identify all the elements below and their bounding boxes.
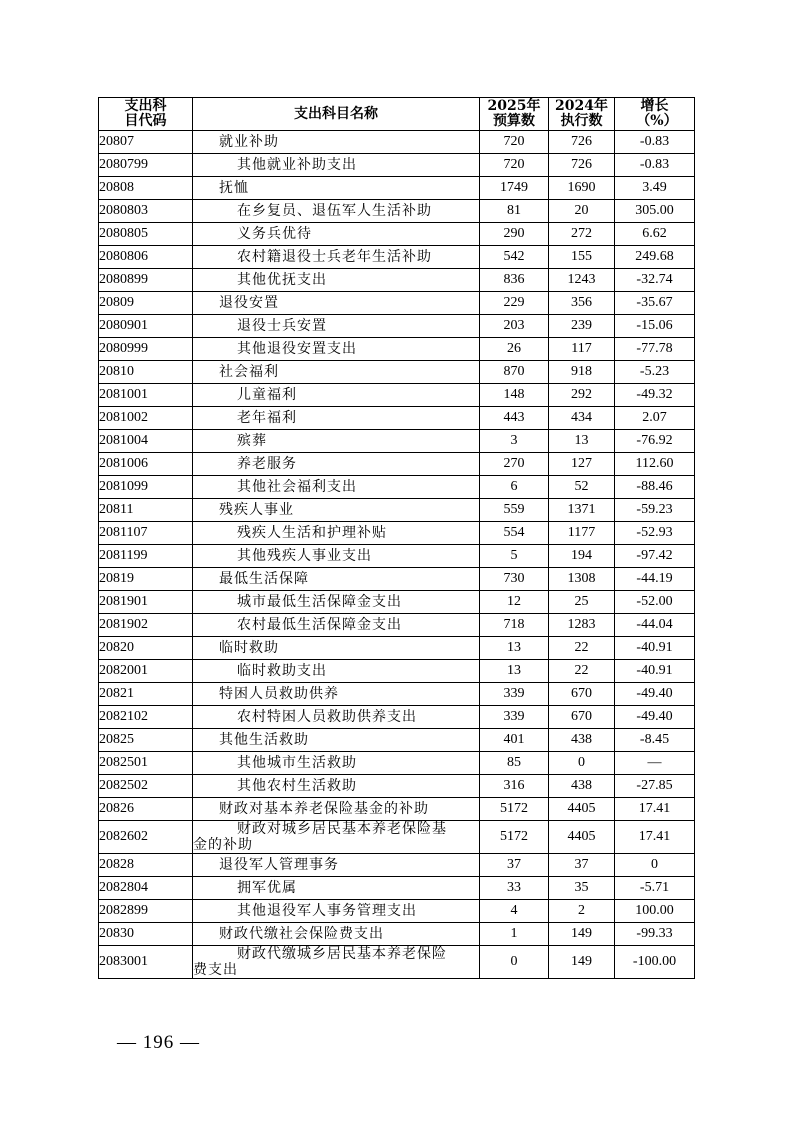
cell-code: 2081107 — [99, 522, 193, 545]
table-row — [99, 729, 695, 752]
cell-code: 20820 — [99, 637, 193, 660]
table-row — [99, 821, 695, 854]
cell-code: 2081902 — [99, 614, 193, 637]
cell-name-line1: 财政代缴城乡居民基本养老保险 — [237, 946, 447, 962]
cell-name: 城市最低生活保障金支出 — [193, 591, 480, 614]
cell-budget-2025: 13 — [480, 660, 549, 683]
cell-growth: 100.00 — [615, 900, 695, 923]
cell-budget-2025: 870 — [480, 361, 549, 384]
cell-actual-2024: 194 — [549, 545, 615, 568]
cell-code: 20808 — [99, 177, 193, 200]
cell-growth: 112.60 — [615, 453, 695, 476]
cell-name: 其他就业补助支出 — [193, 154, 480, 177]
table-row — [99, 798, 695, 821]
cell-budget-2025: 401 — [480, 729, 549, 752]
cell-code: 2080806 — [99, 246, 193, 269]
cell-code: 20825 — [99, 729, 193, 752]
cell-budget-2025: 718 — [480, 614, 549, 637]
cell-budget-2025: 5172 — [480, 798, 549, 821]
cell-growth: -15.06 — [615, 315, 695, 338]
cell-budget-2025: 5172 — [480, 821, 549, 854]
cell-name: 退役安置 — [193, 292, 480, 315]
cell-name: 其他残疾人事业支出 — [193, 545, 480, 568]
footer-dash-left: — — [117, 1032, 137, 1053]
table-row — [99, 522, 695, 545]
cell-name: 其他生活救助 — [193, 729, 480, 752]
cell-name: 其他退役军人事务管理支出 — [193, 900, 480, 923]
cell-budget-2025: 37 — [480, 854, 549, 877]
table-row — [99, 660, 695, 683]
page-footer — [117, 1032, 200, 1054]
cell-growth: -52.93 — [615, 522, 695, 545]
cell-name: 农村最低生活保障金支出 — [193, 614, 480, 637]
cell-code: 2081099 — [99, 476, 193, 499]
cell-budget-2025: 85 — [480, 752, 549, 775]
cell-actual-2024: 127 — [549, 453, 615, 476]
cell-name: 残疾人事业 — [193, 499, 480, 522]
cell-actual-2024: 1308 — [549, 568, 615, 591]
cell-code: 2080999 — [99, 338, 193, 361]
cell-growth: 6.62 — [615, 223, 695, 246]
cell-name-line1: 财政对城乡居民基本养老保险基 — [237, 821, 447, 837]
cell-code: 2082602 — [99, 821, 193, 854]
table-row — [99, 246, 695, 269]
header-name: 支出科目名称 — [193, 98, 480, 131]
cell-budget-2025: 81 — [480, 200, 549, 223]
cell-growth: 249.68 — [615, 246, 695, 269]
cell-code: 20828 — [99, 854, 193, 877]
cell-code: 2082899 — [99, 900, 193, 923]
cell-budget-2025: 339 — [480, 683, 549, 706]
cell-name-line2: 费支出 — [193, 962, 238, 978]
cell-growth: 17.41 — [615, 821, 695, 854]
cell-budget-2025: 270 — [480, 453, 549, 476]
table-row — [99, 900, 695, 923]
cell-actual-2024: 37 — [549, 854, 615, 877]
cell-code: 2081002 — [99, 407, 193, 430]
cell-actual-2024: 4405 — [549, 798, 615, 821]
cell-budget-2025: 836 — [480, 269, 549, 292]
table-row — [99, 430, 695, 453]
budget-table — [98, 97, 695, 979]
cell-budget-2025: 3 — [480, 430, 549, 453]
page-number: 196 — [142, 1032, 175, 1053]
cell-name: 儿童福利 — [193, 384, 480, 407]
cell-actual-2024: 1283 — [549, 614, 615, 637]
table-row — [99, 269, 695, 292]
cell-actual-2024: 155 — [549, 246, 615, 269]
cell-actual-2024: 22 — [549, 660, 615, 683]
cell-budget-2025: 316 — [480, 775, 549, 798]
cell-name: 临时救助 — [193, 637, 480, 660]
cell-name-line2: 金的补助 — [193, 837, 253, 853]
cell-name: 义务兵优待 — [193, 223, 480, 246]
cell-budget-2025: 290 — [480, 223, 549, 246]
cell-growth: -49.40 — [615, 683, 695, 706]
table-row — [99, 338, 695, 361]
cell-actual-2024: 438 — [549, 775, 615, 798]
cell-budget-2025: 554 — [480, 522, 549, 545]
cell-name — [193, 946, 480, 979]
cell-name: 退役士兵安置 — [193, 315, 480, 338]
cell-code: 20809 — [99, 292, 193, 315]
cell-code: 2081004 — [99, 430, 193, 453]
table-row — [99, 476, 695, 499]
cell-growth: -40.91 — [615, 637, 695, 660]
cell-growth: -5.71 — [615, 877, 695, 900]
cell-actual-2024: 1371 — [549, 499, 615, 522]
cell-growth: -49.32 — [615, 384, 695, 407]
table-header-row — [99, 98, 695, 131]
table-row — [99, 292, 695, 315]
cell-growth: -0.83 — [615, 154, 695, 177]
cell-actual-2024: 292 — [549, 384, 615, 407]
cell-name: 就业补助 — [193, 131, 480, 154]
cell-actual-2024: 670 — [549, 683, 615, 706]
cell-growth: — — [615, 752, 695, 775]
cell-budget-2025: 13 — [480, 637, 549, 660]
cell-name: 农村籍退役士兵老年生活补助 — [193, 246, 480, 269]
cell-budget-2025: 33 — [480, 877, 549, 900]
cell-actual-2024: 2 — [549, 900, 615, 923]
cell-code: 2081901 — [99, 591, 193, 614]
cell-name: 其他社会福利支出 — [193, 476, 480, 499]
cell-name: 其他退役安置支出 — [193, 338, 480, 361]
table-row — [99, 923, 695, 946]
cell-name: 殡葬 — [193, 430, 480, 453]
header-actual-2024: 2024年执行数 — [549, 98, 615, 131]
cell-name: 农村特困人员救助供养支出 — [193, 706, 480, 729]
cell-growth: -44.04 — [615, 614, 695, 637]
table-row — [99, 683, 695, 706]
cell-name: 财政对基本养老保险基金的补助 — [193, 798, 480, 821]
table-row — [99, 154, 695, 177]
table-row — [99, 223, 695, 246]
cell-budget-2025: 26 — [480, 338, 549, 361]
cell-name: 其他优抚支出 — [193, 269, 480, 292]
cell-growth: -27.85 — [615, 775, 695, 798]
cell-actual-2024: 35 — [549, 877, 615, 900]
cell-budget-2025: 730 — [480, 568, 549, 591]
cell-actual-2024: 272 — [549, 223, 615, 246]
cell-actual-2024: 356 — [549, 292, 615, 315]
cell-growth: -0.83 — [615, 131, 695, 154]
header-budget-2025: 2025年预算数 — [480, 98, 549, 131]
table-row — [99, 591, 695, 614]
cell-budget-2025: 720 — [480, 131, 549, 154]
cell-budget-2025: 6 — [480, 476, 549, 499]
cell-code: 20807 — [99, 131, 193, 154]
table-row — [99, 453, 695, 476]
cell-growth: 0 — [615, 854, 695, 877]
cell-actual-2024: 918 — [549, 361, 615, 384]
cell-growth: -77.78 — [615, 338, 695, 361]
cell-name: 老年福利 — [193, 407, 480, 430]
cell-actual-2024: 1690 — [549, 177, 615, 200]
cell-growth: -49.40 — [615, 706, 695, 729]
cell-budget-2025: 203 — [480, 315, 549, 338]
cell-actual-2024: 438 — [549, 729, 615, 752]
table-row — [99, 131, 695, 154]
header-code: 支出科目代码 — [99, 98, 193, 131]
cell-code: 2082102 — [99, 706, 193, 729]
cell-actual-2024: 25 — [549, 591, 615, 614]
cell-actual-2024: 149 — [549, 923, 615, 946]
cell-name: 残疾人生活和护理补贴 — [193, 522, 480, 545]
cell-name: 特困人员救助供养 — [193, 683, 480, 706]
cell-growth: -76.92 — [615, 430, 695, 453]
cell-growth: -52.00 — [615, 591, 695, 614]
table-row — [99, 499, 695, 522]
cell-code: 20819 — [99, 568, 193, 591]
cell-code: 2082501 — [99, 752, 193, 775]
cell-code: 2082502 — [99, 775, 193, 798]
cell-code: 2081001 — [99, 384, 193, 407]
cell-growth: -32.74 — [615, 269, 695, 292]
cell-actual-2024: 726 — [549, 131, 615, 154]
cell-code: 2080899 — [99, 269, 193, 292]
cell-actual-2024: 20 — [549, 200, 615, 223]
cell-actual-2024: 434 — [549, 407, 615, 430]
cell-budget-2025: 1749 — [480, 177, 549, 200]
cell-name: 其他农村生活救助 — [193, 775, 480, 798]
cell-actual-2024: 117 — [549, 338, 615, 361]
cell-budget-2025: 443 — [480, 407, 549, 430]
cell-name: 财政代缴社会保险费支出 — [193, 923, 480, 946]
cell-growth: -8.45 — [615, 729, 695, 752]
cell-name — [193, 821, 480, 854]
cell-growth: -88.46 — [615, 476, 695, 499]
cell-code: 2081006 — [99, 453, 193, 476]
cell-code: 20810 — [99, 361, 193, 384]
footer-dash-right: — — [180, 1032, 200, 1053]
cell-growth: 2.07 — [615, 407, 695, 430]
cell-growth: -100.00 — [615, 946, 695, 979]
table-row — [99, 877, 695, 900]
table-row — [99, 614, 695, 637]
cell-budget-2025: 12 — [480, 591, 549, 614]
cell-budget-2025: 4 — [480, 900, 549, 923]
cell-code: 20821 — [99, 683, 193, 706]
cell-name: 拥军优属 — [193, 877, 480, 900]
cell-actual-2024: 4405 — [549, 821, 615, 854]
table-row — [99, 568, 695, 591]
cell-growth: 3.49 — [615, 177, 695, 200]
cell-code: 2083001 — [99, 946, 193, 979]
cell-actual-2024: 13 — [549, 430, 615, 453]
cell-budget-2025: 0 — [480, 946, 549, 979]
table-row — [99, 361, 695, 384]
cell-growth: -97.42 — [615, 545, 695, 568]
cell-actual-2024: 52 — [549, 476, 615, 499]
cell-code: 2080803 — [99, 200, 193, 223]
table-row — [99, 637, 695, 660]
cell-budget-2025: 5 — [480, 545, 549, 568]
cell-budget-2025: 559 — [480, 499, 549, 522]
cell-growth: -59.23 — [615, 499, 695, 522]
cell-budget-2025: 720 — [480, 154, 549, 177]
cell-name: 抚恤 — [193, 177, 480, 200]
table-row — [99, 200, 695, 223]
cell-actual-2024: 1177 — [549, 522, 615, 545]
cell-budget-2025: 229 — [480, 292, 549, 315]
table-row — [99, 854, 695, 877]
cell-actual-2024: 726 — [549, 154, 615, 177]
table-row — [99, 775, 695, 798]
cell-name: 最低生活保障 — [193, 568, 480, 591]
cell-actual-2024: 149 — [549, 946, 615, 979]
cell-budget-2025: 1 — [480, 923, 549, 946]
cell-growth: -35.67 — [615, 292, 695, 315]
cell-actual-2024: 22 — [549, 637, 615, 660]
cell-code: 2080901 — [99, 315, 193, 338]
cell-code: 2082804 — [99, 877, 193, 900]
cell-name: 社会福利 — [193, 361, 480, 384]
cell-code: 2082001 — [99, 660, 193, 683]
cell-budget-2025: 542 — [480, 246, 549, 269]
cell-growth: -44.19 — [615, 568, 695, 591]
cell-name: 临时救助支出 — [193, 660, 480, 683]
table-row — [99, 384, 695, 407]
header-growth: 增长（%） — [615, 98, 695, 131]
cell-name: 退役军人管理事务 — [193, 854, 480, 877]
table-row — [99, 706, 695, 729]
cell-growth: 17.41 — [615, 798, 695, 821]
table-row — [99, 946, 695, 979]
cell-growth: -40.91 — [615, 660, 695, 683]
table-row — [99, 752, 695, 775]
cell-code: 20826 — [99, 798, 193, 821]
cell-actual-2024: 1243 — [549, 269, 615, 292]
cell-code: 20830 — [99, 923, 193, 946]
cell-name: 养老服务 — [193, 453, 480, 476]
cell-name: 其他城市生活救助 — [193, 752, 480, 775]
cell-growth: 305.00 — [615, 200, 695, 223]
table-row — [99, 315, 695, 338]
cell-code: 2081199 — [99, 545, 193, 568]
table-row — [99, 545, 695, 568]
cell-actual-2024: 0 — [549, 752, 615, 775]
table-row — [99, 177, 695, 200]
cell-actual-2024: 670 — [549, 706, 615, 729]
cell-budget-2025: 148 — [480, 384, 549, 407]
cell-growth: -99.33 — [615, 923, 695, 946]
cell-code: 2080805 — [99, 223, 193, 246]
table-row — [99, 407, 695, 430]
cell-growth: -5.23 — [615, 361, 695, 384]
cell-budget-2025: 339 — [480, 706, 549, 729]
cell-code: 20811 — [99, 499, 193, 522]
cell-actual-2024: 239 — [549, 315, 615, 338]
cell-name: 在乡复员、退伍军人生活补助 — [193, 200, 480, 223]
cell-code: 2080799 — [99, 154, 193, 177]
